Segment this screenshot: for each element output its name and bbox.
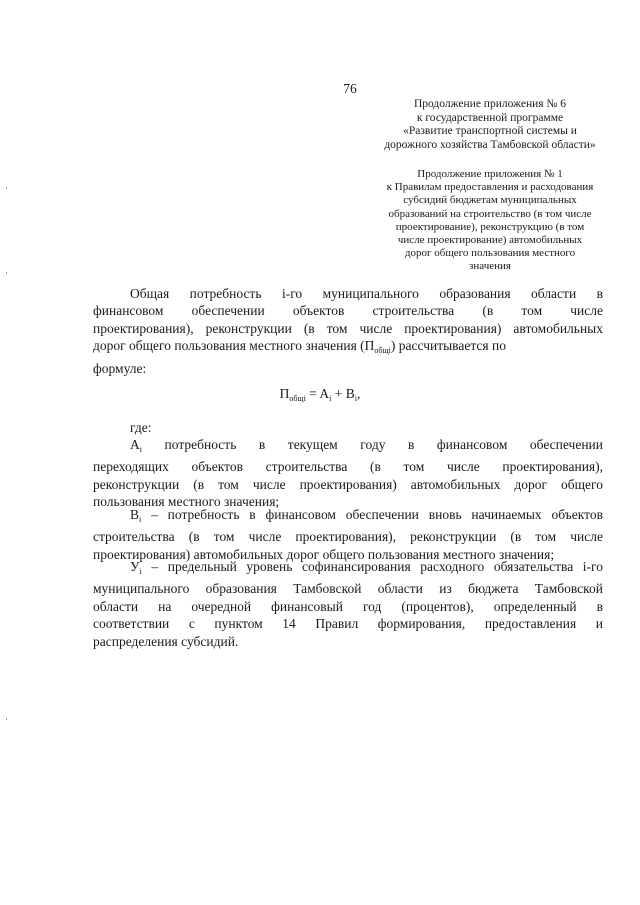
rules-line: Продолжение приложения № 1 (417, 168, 563, 180)
definition-a (93, 436, 603, 511)
rules-line: к Правилам предоставления и расходования (386, 181, 594, 194)
scan-artifact (6, 272, 7, 274)
text-line: строительства (в том числе проектирования), реконструкции (в том числе (93, 529, 603, 545)
rules-line: числе проектирование) автомобильных (397, 234, 583, 247)
appendix-header (345, 98, 635, 152)
text-line: формуле: (93, 360, 147, 376)
appendix-line: «Развитие транспортной системы и (403, 125, 577, 137)
scan-artifact (6, 187, 7, 189)
where-label: где: (130, 420, 152, 435)
text-line: $А_i$ потребность в текущем году в финансовом обеспечении (130, 437, 603, 454)
page-number: 76 (343, 81, 357, 96)
text-line: $В_i$ – потребность в финансовом обеспечении вновь начинаемых объектов (130, 507, 603, 524)
text-line: проектирования), реконструкции (в том числе проектирования) автомобильных (93, 320, 603, 336)
formula: $П_{общi} = A_i + B_i$, (279, 386, 361, 403)
intro-paragraph (93, 285, 603, 377)
text-line: пользования местного значения; (93, 494, 280, 510)
appendix-line: к государственной программе (416, 111, 564, 124)
text-line: муниципального образования Тамбовской области из бюджета Тамбовской (93, 581, 603, 597)
text-line: распределения субсидий. (93, 633, 239, 649)
definition-u (93, 558, 603, 650)
rules-line: дорог общего пользования местного (404, 247, 576, 260)
rules-line: значения (469, 260, 511, 273)
text-line: реконструкции (в том числе проектирования) автомобильных дорог общего (93, 476, 603, 492)
text-line: области на очередной финансовый год (процентов), определенный в (93, 598, 603, 614)
rules-header (345, 168, 635, 274)
text-line: переходящих объектов строительства (в том числе проектирования), (93, 459, 603, 475)
definition-b (93, 506, 603, 563)
text-line: $У_i$ – предельный уровень софинансирования расходного обязательства i-го (130, 559, 603, 576)
rules-line: проектирование), реконструкцию (в том (395, 220, 585, 233)
appendix-line: дорожного хозяйства Тамбовской области» (384, 138, 596, 151)
text-line: дорог общего пользования местного значения $(П_{общi})$ рассчитывается по (93, 338, 506, 356)
rules-line: образований на строительство (в том числе (388, 207, 592, 220)
appendix-line: Продолжение приложения № 6 (413, 98, 567, 110)
text-line: финансовом обеспечении объектов строительства (в том числе (93, 303, 603, 319)
text-line: соответствии с пунктом 14 Правил формирования, предоставления и (93, 616, 603, 632)
scan-artifact (6, 718, 7, 720)
rules-line: субсидий бюджетам муниципальных (403, 194, 577, 207)
text-line: проектирования) автомобильных дорог общего пользования местного значения; (93, 546, 555, 562)
text-line: Общая потребность i-го муниципального образования области в (130, 286, 603, 301)
